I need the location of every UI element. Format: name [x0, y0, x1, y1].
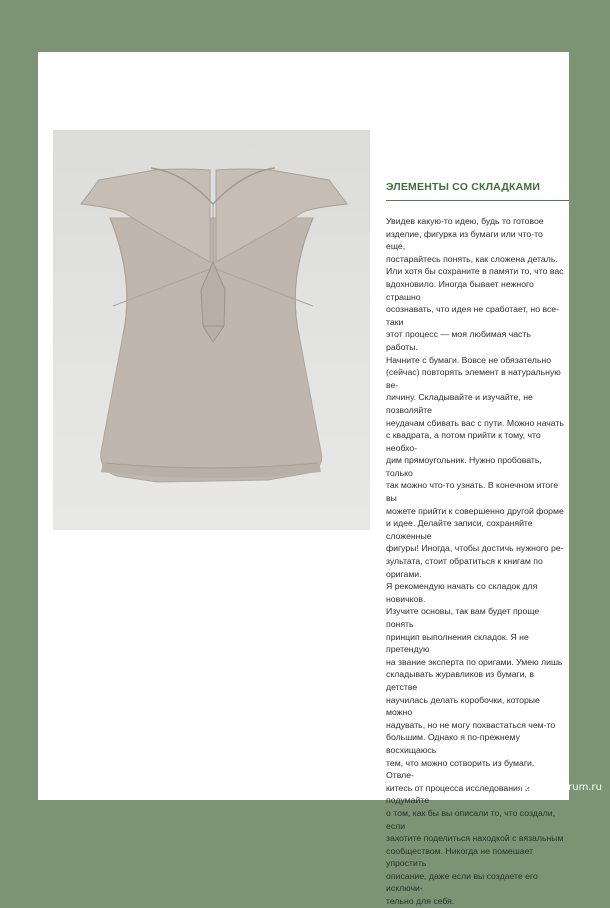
site-watermark: PassionForum.ru — [519, 782, 602, 793]
magazine-page — [38, 52, 569, 907]
section-title: ЭЛЕМЕНТЫ СО СКЛАДКАМИ — [386, 181, 541, 193]
article-body: Увидев какую-то идею, будь то готовое изделие, фигурка из бумаги или что-то еще, постарайтесь понять, как сложена деталь. Или хотя бы сохраните в памяти то, что вас вдохновило. Иногда бывает нежного страшно осознавать, что идея не сработает, но все-таки этот процесс — моя любимая часть работы. Начните с бумаги. Вовсе не обязательно (сейчас) повторять элемент в натуральную ве- личину. Складывайте и изучайте, не позволяйте неудачам сбивать вас с пути. Можно начать с квадрата, а потом прийти к тому, что необхо- дим прямоугольник. Нужно пробовать, только так можно что-то узнать. В конечном итоге вы можете прийти к совершенно другой форме и идее. Делайте записи, сохраняйте сложенные фигуры! Иногда, чтобы достичь нужного ре- зультата, стоит обратиться к книгам по оригами. Я рекомендую начать со складок для новичков. Изучите основы, так вам будет проще понять принцип выполнения складок. Я не претендую на звание эксперта по оригами. Умею лишь складывать журавликов из бумаги, в детстве научилась делать коробочки, которые можно надувать, но не могу похвастаться чем-то большим. Однако я по-прежнему восхищаюсь тем, что можно сотворить из бумаги. Отвле- китесь от процесса исследования и подумайте о том, как бы вы описали то, что создали, если захотите поделиться находкой с вязальным сообществом. Никогда не помешает упростить описание, даже если вы создаете его исключи- тельно для себя. — [386, 216, 564, 907]
title-divider — [386, 200, 569, 201]
knitted-top-photo — [53, 130, 370, 530]
garment-body — [101, 218, 322, 482]
knitted-top-illustration — [53, 130, 370, 530]
